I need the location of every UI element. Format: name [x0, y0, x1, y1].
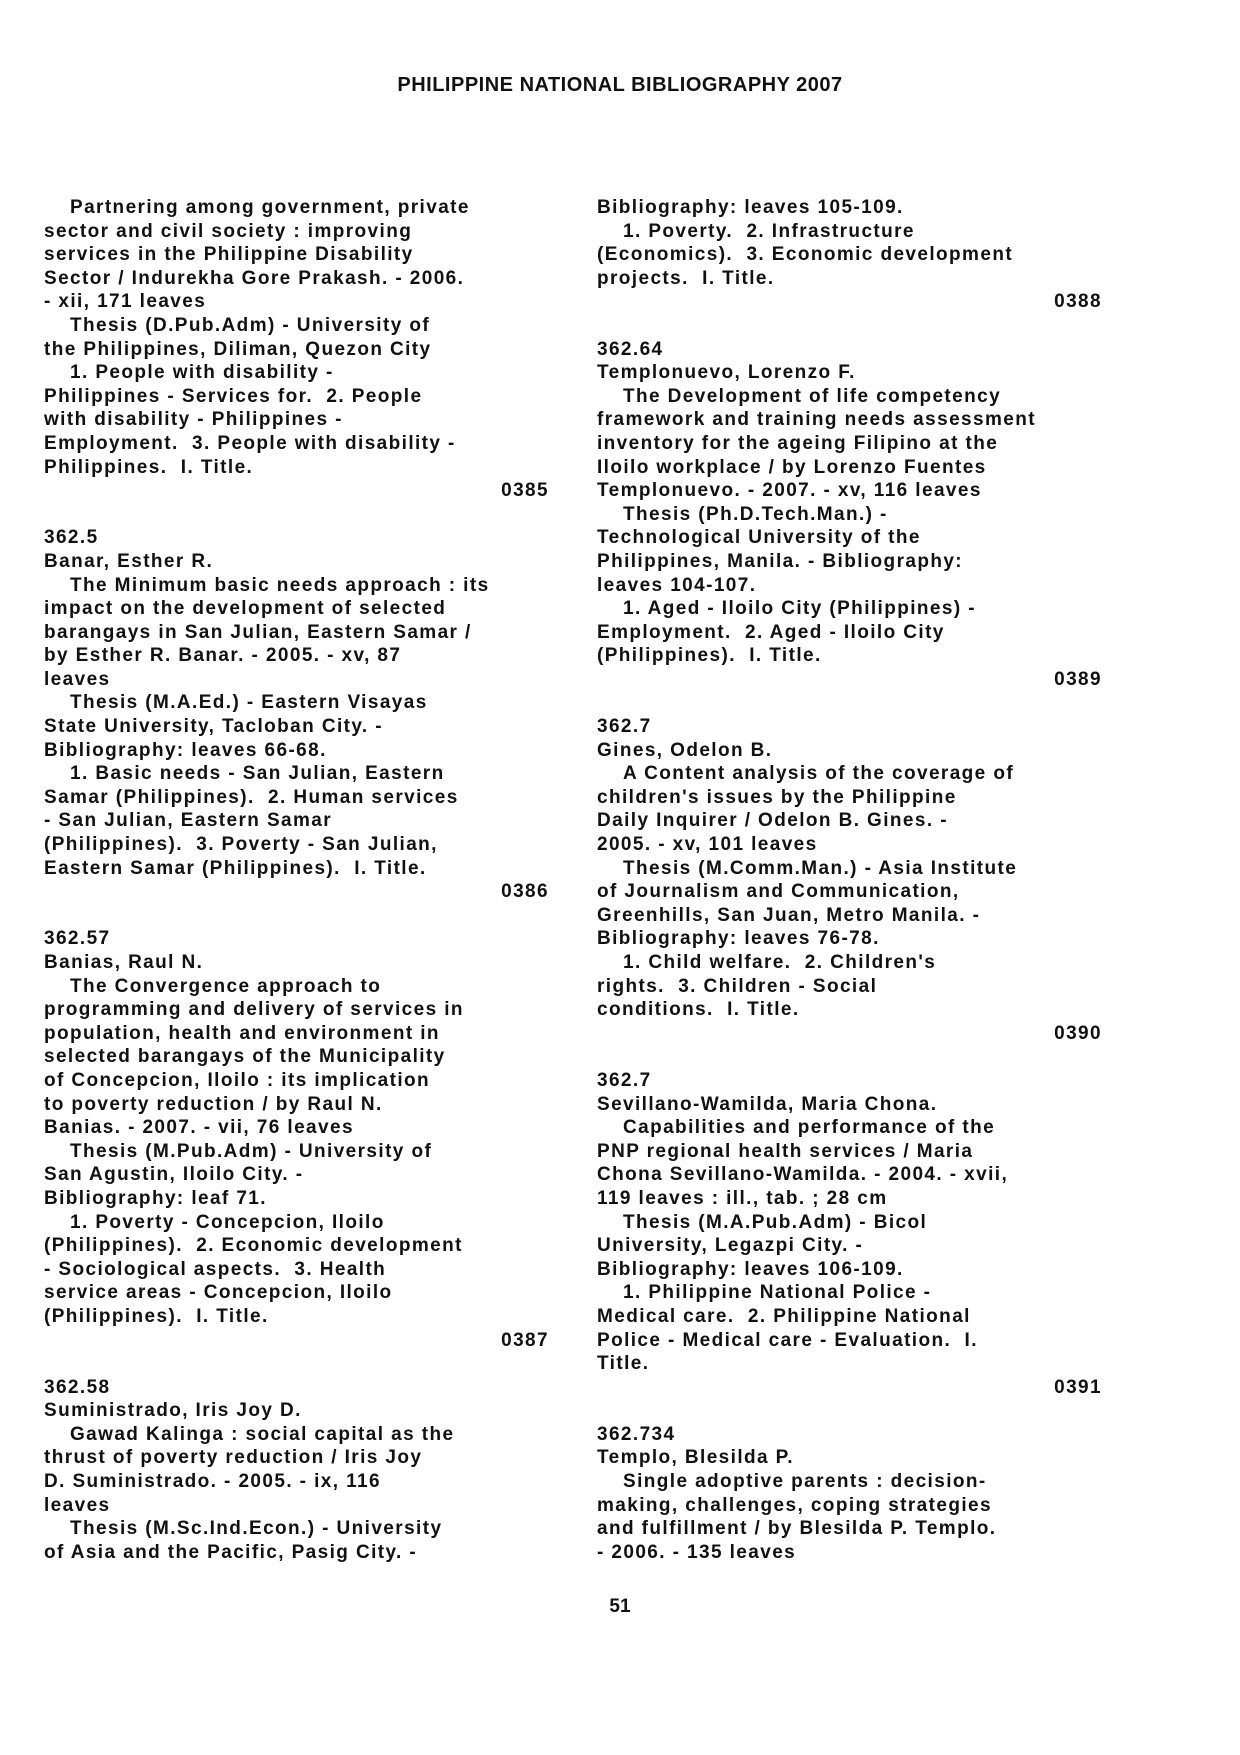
text-line: population, health and environment in: [44, 1022, 440, 1044]
text-line: 362.64: [597, 338, 664, 360]
text-line: University, Legazpi City. -: [597, 1235, 864, 1257]
text-line: Templonuevo, Lorenzo F.: [597, 362, 856, 384]
text-line: A Content analysis of the coverage of: [623, 763, 1015, 785]
text-line: Thesis (Ph.D.Tech.Man.) -: [623, 503, 888, 525]
entry-spacer: [44, 503, 549, 527]
text-line: Capabilities and performance of the: [623, 1117, 996, 1139]
text-line: Thesis (D.Pub.Adm) - University of: [70, 314, 431, 336]
text-line: 362.734: [597, 1423, 676, 1445]
text-line: Employment. 2. Aged - Iloilo City: [597, 621, 945, 643]
right-column: [597, 196, 1102, 1564]
text-line: (Economics). 3. Economic development: [597, 244, 1014, 266]
text-line: Sevillano-Wamilda, Maria Chona.: [597, 1093, 938, 1115]
text-line: the Philippines, Diliman, Quezon City: [44, 338, 432, 360]
text-line: of Journalism and Communication,: [597, 881, 960, 903]
text-line: Banias. - 2007. - vii, 76 leaves: [44, 1117, 354, 1139]
text-line: Partnering among government, private: [70, 197, 470, 218]
entry-spacer: [597, 1399, 1102, 1423]
entry-spacer: [597, 691, 1102, 715]
text-line: Bibliography: leaves 66-68.: [44, 739, 327, 761]
text-line: with disability - Philippines -: [44, 409, 343, 431]
entry-number: 0390: [1054, 1022, 1102, 1044]
text-line: Single adoptive parents : decision-: [623, 1471, 987, 1493]
text-line: Medical care. 2. Philippine National: [597, 1305, 971, 1327]
text-line: projects. I. Title.: [597, 267, 775, 289]
text-line: 1. People with disability -: [70, 362, 334, 384]
text-line: - 2006. - 135 leaves: [597, 1541, 797, 1563]
text-line: The Development of life competency: [623, 385, 1002, 407]
text-line: to poverty reduction / by Raul N.: [44, 1093, 383, 1115]
text-line: rights. 3. Children - Social: [597, 975, 878, 997]
text-line: of Asia and the Pacific, Pasig City. -: [44, 1541, 418, 1563]
text-line: Philippines, Manila. - Bibliography:: [597, 550, 964, 572]
text-line: 362.57: [44, 928, 111, 950]
text-line: Daily Inquirer / Odelon B. Gines. -: [597, 810, 948, 832]
text-line: making, challenges, coping strategies: [597, 1494, 992, 1516]
text-line: impact on the development of selected: [44, 598, 447, 620]
text-line: - xii, 171 leaves: [44, 291, 207, 313]
entry-spacer: [44, 904, 549, 928]
entry-spacer: [44, 1352, 549, 1376]
text-line: leaves: [44, 668, 111, 690]
text-line: Greenhills, San Juan, Metro Manila. -: [597, 904, 981, 926]
text-line: Police - Medical care - Evaluation. I.: [597, 1329, 978, 1351]
text-line: 1. Poverty. 2. Infrastructure: [623, 220, 915, 242]
text-line: Technological University of the: [597, 527, 921, 549]
entry-number: 0389: [1054, 668, 1102, 690]
text-line: Templo, Blesilda P.: [597, 1447, 794, 1469]
left-column: [44, 196, 549, 1564]
text-line: Sector / Indurekha Gore Prakash. - 2006.: [44, 267, 465, 289]
text-line: 1. Poverty - Concepcion, Iloilo: [70, 1211, 385, 1233]
text-line: selected barangays of the Municipality: [44, 1046, 446, 1068]
entry-number: 0391: [1054, 1376, 1102, 1398]
text-line: barangays in San Julian, Eastern Samar /: [44, 621, 472, 643]
text-line: Banias, Raul N.: [44, 952, 204, 973]
text-line: State University, Tacloban City. -: [44, 716, 384, 738]
text-line: - San Julian, Eastern Samar: [44, 810, 333, 832]
entry-number: 0386: [501, 881, 549, 903]
text-line: Philippines. I. Title.: [44, 456, 254, 478]
text-line: Suministrado, Iris Joy D.: [44, 1400, 302, 1422]
entry-spacer: [597, 314, 1102, 338]
text-line: (Philippines). I. Title.: [44, 1305, 269, 1327]
text-line: 362.58: [44, 1376, 111, 1398]
text-line: The Convergence approach to: [70, 975, 382, 997]
text-line: (Philippines). 3. Poverty - San Julian,: [44, 834, 438, 856]
text-line: 119 leaves : ill., tab. ; 28 cm: [597, 1187, 888, 1209]
text-line: (Philippines). I. Title.: [597, 645, 822, 667]
text-line: Gawad Kalinga : social capital as the: [70, 1423, 455, 1445]
text-line: Chona Sevillano-Wamilda. - 2004. - xvii,: [597, 1164, 1009, 1186]
text-line: leaves: [44, 1494, 111, 1516]
text-line: service areas - Concepcion, Iloilo: [44, 1282, 393, 1304]
text-line: Thesis (M.Comm.Man.) - Asia Institute: [623, 857, 1018, 879]
page-number: 51: [609, 1596, 631, 1617]
text-line: Employment. 3. People with disability -: [44, 432, 456, 454]
text-line: The Minimum basic needs approach : its: [70, 574, 490, 596]
text-line: (Philippines). 2. Economic development: [44, 1235, 463, 1257]
text-line: Thesis (M.A.Pub.Adm) - Bicol: [623, 1211, 928, 1233]
text-line: Banar, Esther R.: [44, 550, 214, 572]
entry-number: 0387: [501, 1329, 549, 1351]
text-line: 1. Child welfare. 2. Children's: [623, 952, 937, 973]
text-line: services in the Philippine Disability: [44, 244, 414, 266]
text-line: leaves 104-107.: [597, 574, 757, 596]
text-line: 1. Basic needs - San Julian, Eastern: [70, 763, 445, 785]
text-line: D. Suministrado. - 2005. - ix, 116: [44, 1471, 381, 1493]
text-line: Thesis (M.Pub.Adm) - University of: [70, 1140, 433, 1162]
text-line: PNP regional health services / Maria: [597, 1140, 974, 1162]
text-line: framework and training needs assessment: [597, 409, 1036, 431]
text-line: sector and civil society : improving: [44, 220, 413, 242]
text-line: 1. Aged - Iloilo City (Philippines) -: [623, 598, 976, 620]
text-line: Bibliography: leaves 76-78.: [597, 928, 880, 950]
text-line: Bibliography: leaves 106-109.: [597, 1258, 904, 1280]
text-line: Bibliography: leaf 71.: [44, 1187, 267, 1209]
text-line: 362.5: [44, 527, 99, 549]
text-line: Bibliography: leaves 105-109.: [597, 197, 904, 218]
text-line: Samar (Philippines). 2. Human services: [44, 786, 459, 808]
text-line: of Concepcion, Iloilo : its implication: [44, 1069, 431, 1091]
text-line: children's issues by the Philippine: [597, 786, 957, 808]
text-line: and fulfillment / by Blesilda P. Templo.: [597, 1518, 997, 1540]
page-header-title: PHILIPPINE NATIONAL BIBLIOGRAPHY 2007: [397, 74, 843, 96]
text-line: - Sociological aspects. 3. Health: [44, 1258, 387, 1280]
text-line: Iloilo workplace / by Lorenzo Fuentes: [597, 456, 987, 478]
text-line: Eastern Samar (Philippines). I. Title.: [44, 857, 427, 879]
text-line: 362.7: [597, 716, 652, 738]
text-line: programming and delivery of services in: [44, 999, 464, 1021]
text-line: conditions. I. Title.: [597, 999, 800, 1021]
text-line: by Esther R. Banar. - 2005. - xv, 87: [44, 645, 402, 667]
text-line: Title.: [597, 1353, 650, 1375]
text-line: Philippines - Services for. 2. People: [44, 385, 423, 407]
text-line: Gines, Odelon B.: [597, 739, 773, 761]
text-line: Thesis (M.A.Ed.) - Eastern Visayas: [70, 692, 428, 714]
text-line: thrust of poverty reduction / Iris Joy: [44, 1447, 423, 1469]
text-line: inventory for the ageing Filipino at the: [597, 432, 999, 454]
text-line: 1. Philippine National Police -: [623, 1282, 932, 1304]
text-line: 362.7: [597, 1069, 652, 1091]
text-line: Thesis (M.Sc.Ind.Econ.) - University: [70, 1518, 443, 1540]
text-line: San Agustin, Iloilo City. -: [44, 1164, 304, 1186]
entry-number: 0385: [501, 480, 549, 502]
entry-number: 0388: [1054, 291, 1102, 313]
text-line: Templonuevo. - 2007. - xv, 116 leaves: [597, 480, 982, 502]
text-line: 2005. - xv, 101 leaves: [597, 834, 818, 856]
entry-spacer: [597, 1045, 1102, 1069]
